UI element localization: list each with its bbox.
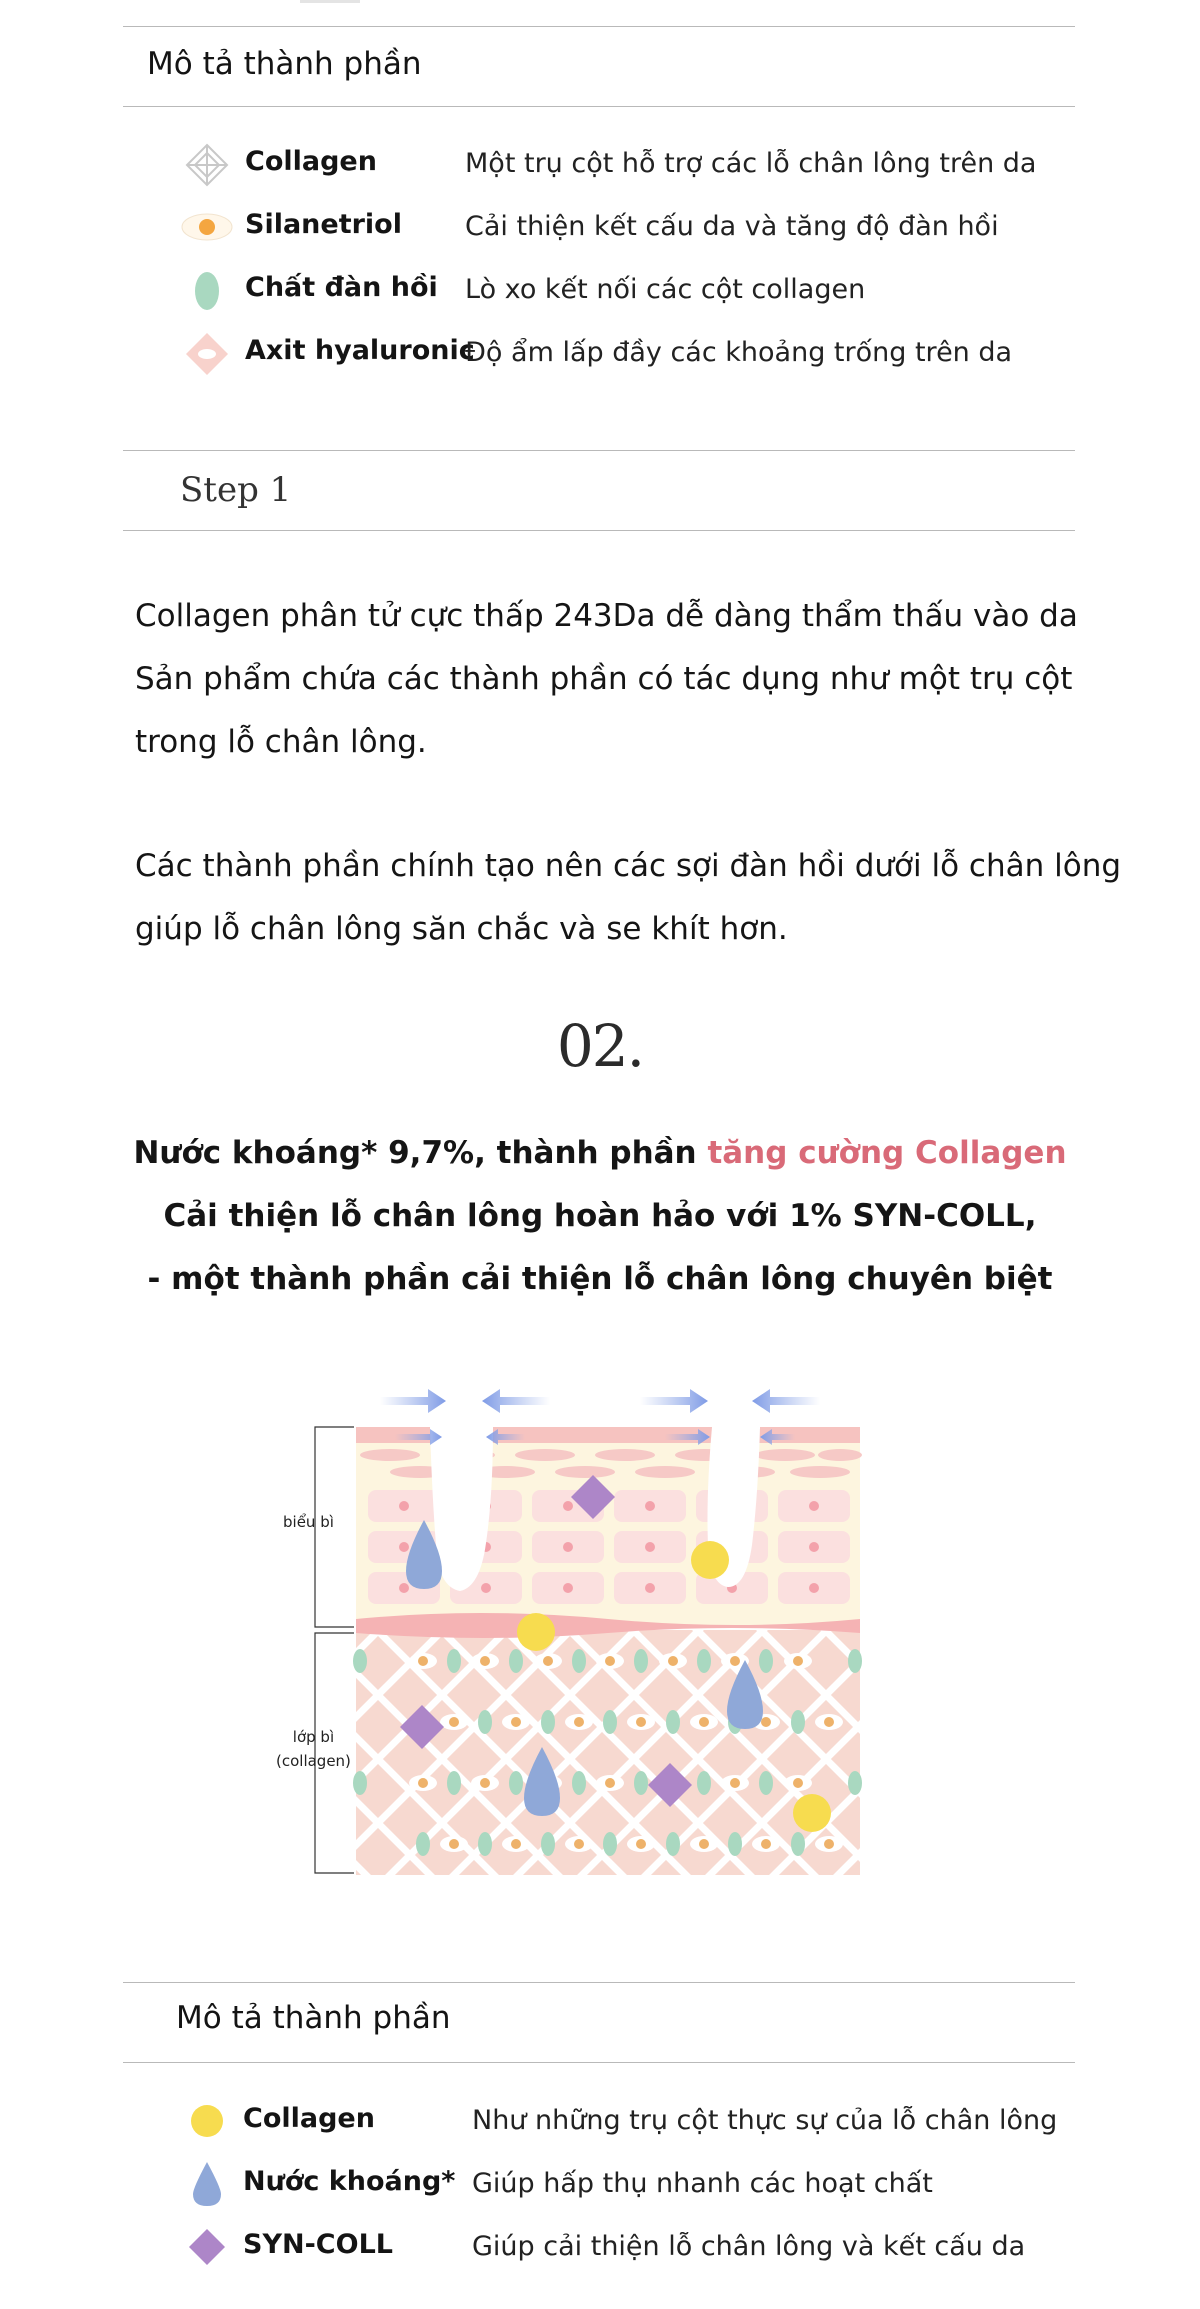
legend-desc: Giúp cải thiện lỗ chân lông và kết cấu da	[472, 2231, 1026, 2262]
paragraph-line: trong lỗ chân lông.	[135, 724, 427, 760]
top-fragment	[300, 0, 360, 3]
legend-name: Collagen	[245, 146, 377, 177]
orange-dot-icon	[180, 212, 234, 242]
yellow-circle-icon	[517, 1613, 555, 1651]
paragraph-line: Collagen phân tử cực thấp 243Da dễ dàng thẩm thấu vào da	[135, 598, 1078, 634]
legend-desc: Cải thiện kết cấu da và tăng độ đàn hồi	[465, 211, 999, 242]
legend-name: Silanetriol	[245, 209, 402, 240]
label-epidermis: biểu bì	[283, 1513, 334, 1531]
legend-row	[0, 2216, 1200, 2279]
legend-row	[0, 2153, 1200, 2216]
section-title: Mô tả thành phần	[176, 2000, 451, 2036]
headline-text: Nước khoáng* 9,7%, thành phần	[133, 1135, 708, 1171]
yellow-circle-icon	[793, 1794, 831, 1832]
legend-name: Axit hyaluronic	[245, 335, 475, 366]
label-dermis-line: (collagen)	[276, 1752, 351, 1770]
legend-row	[0, 260, 1200, 323]
skin-diagram	[290, 1375, 910, 1895]
divider	[123, 450, 1075, 451]
paragraph-line: Các thành phần chính tạo nên các sợi đàn hồi dưới lỗ chân lông	[135, 848, 1122, 884]
legend-desc: Một trụ cột hỗ trợ các lỗ chân lông trên da	[465, 148, 1037, 179]
legend-desc: Như những trụ cột thực sự của lỗ chân lông	[472, 2105, 1058, 2136]
legend-row	[0, 134, 1200, 197]
yellow-circle-icon	[189, 2103, 225, 2139]
section-number: 02.	[556, 1012, 644, 1080]
divider	[123, 1982, 1075, 1983]
section-title: Mô tả thành phần	[147, 46, 422, 82]
blue-drop-icon	[191, 2160, 223, 2208]
legend-name: Chất đàn hồi	[245, 272, 438, 303]
headline-line: - một thành phần cải thiện lỗ chân lông chuyên biệt	[147, 1261, 1053, 1297]
legend-desc: Giúp hấp thụ nhanh các hoạt chất	[472, 2168, 933, 2199]
diamond-outline-icon	[184, 142, 230, 188]
green-oval-icon	[192, 270, 222, 312]
arrow-right-icon	[640, 1389, 708, 1413]
legend-name: SYN-COLL	[243, 2229, 393, 2260]
paragraph-line: Sản phẩm chứa các thành phần có tác dụng như một trụ cột	[135, 661, 1073, 697]
legend-row	[0, 323, 1200, 386]
legend-row	[0, 2090, 1200, 2153]
divider	[123, 530, 1075, 531]
headline-line: Cải thiện lỗ chân lông hoàn hảo với 1% SYN-COLL,	[163, 1198, 1037, 1234]
legend-desc: Độ ẩm lấp đầy các khoảng trống trên da	[465, 337, 1013, 368]
arrow-left-icon	[752, 1389, 820, 1413]
divider	[123, 26, 1075, 27]
headline-accent: tăng cường Collagen	[707, 1135, 1067, 1171]
arrow-left-icon	[482, 1389, 550, 1413]
paragraph-line: giúp lỗ chân lông săn chắc và se khít hơn.	[135, 911, 788, 947]
headline-line	[0, 1135, 1200, 1171]
paragraph	[135, 585, 1078, 774]
legend-desc: Lò xo kết nối các cột collagen	[465, 274, 866, 305]
layer-bracket	[315, 1427, 354, 1873]
divider	[123, 2062, 1075, 2063]
yellow-circle-icon	[691, 1541, 729, 1579]
step-label: Step 1	[180, 470, 292, 510]
legend-row	[0, 197, 1200, 260]
label-dermis	[276, 1725, 351, 1773]
label-dermis-line: lớp bì	[292, 1728, 335, 1746]
pink-diamond-icon	[184, 331, 230, 377]
purple-diamond-icon	[187, 2227, 227, 2267]
legend-name: Collagen	[243, 2103, 375, 2134]
arrow-right-icon	[380, 1389, 446, 1413]
paragraph	[135, 835, 1121, 961]
legend-name: Nước khoáng*	[243, 2166, 456, 2197]
divider	[123, 106, 1075, 107]
